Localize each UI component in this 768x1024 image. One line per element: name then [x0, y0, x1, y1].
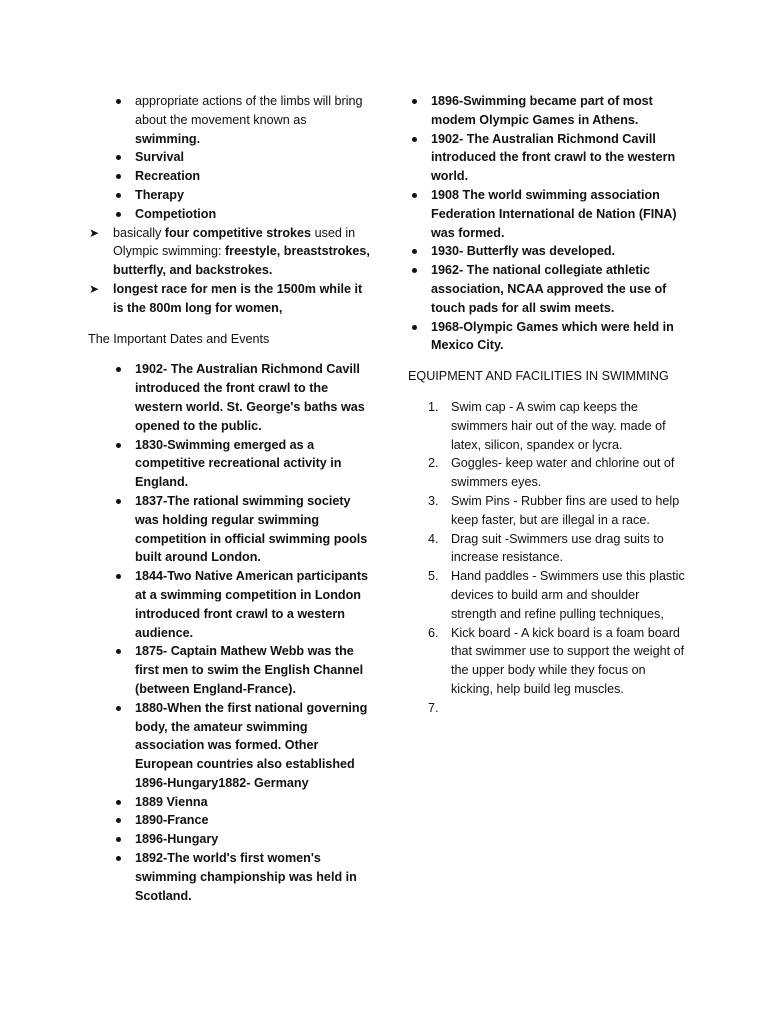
list-item: 1880-When the first national governing body, the amateur swimming association was formed. Other European countries also established 1896-Hungary1882- Germany	[88, 699, 370, 793]
list-item	[408, 492, 688, 530]
list-item	[88, 92, 370, 148]
list-item: 1844-Two Native American participants at a swimming competition in London introduced front crawl to a western audience.	[88, 567, 370, 642]
list-item: 1830-Swimming emerged as a competitive recreational activity in England.	[88, 436, 370, 492]
events-list	[88, 360, 370, 905]
item-number: 5.	[428, 569, 439, 584]
list-item: 1896-Swimming became part of most modem Olympic Games in Athens.	[408, 92, 688, 130]
list-item: 1875- Captain Mathew Webb was the first men to swim the English Channel (between England-France).	[88, 642, 370, 698]
item-number: 4.	[428, 531, 439, 546]
arrow2-text: longest race for men is the 1500m while it is the 800m long for women,	[113, 281, 363, 315]
list-item: 1962- The national collegiate athletic association, NCAA approved the use of touch pads for all swim meets.	[408, 261, 688, 317]
list-item: 1837-The rational swimming society was holding regular swimming competition in official swimming pools built around London.	[88, 492, 370, 567]
list-item: 1890-France	[88, 811, 370, 830]
arrowhead-icon: ➤	[89, 281, 100, 296]
list-item: 1896-Hungary	[88, 830, 370, 849]
right-column	[408, 92, 688, 718]
list-item: Competiotion	[88, 205, 370, 224]
list-item	[408, 624, 688, 699]
list-item: 1889 Vienna	[88, 793, 370, 812]
item-text: Kick board - A kick board is a foam board that swimmer use to support the weight of the upper body while they focus on kicking, help build leg muscles.	[451, 625, 685, 696]
list-item: Recreation	[88, 167, 370, 186]
arrow1-bold2: freestyle, breaststrokes, butterfly, and backstrokes.	[113, 244, 370, 278]
list-item	[408, 699, 688, 718]
list-item: 1902- The Australian Richmond Cavill introduced the front crawl to the western world.	[408, 130, 688, 186]
section-heading-equipment: EQUIPMENT AND FACILITIES IN SWIMMING	[408, 369, 669, 384]
arrow1-plain2: used in Olympic swimming:	[113, 225, 356, 259]
item-number: 2.	[428, 456, 439, 471]
item-text: Swim Pins - Rubber fins are used to help keep faster, but are illegal in a race.	[451, 493, 680, 527]
item-number: 7.	[428, 700, 439, 715]
list-item	[408, 398, 688, 454]
purpose-list	[88, 92, 370, 224]
list-item: 1908 The world swimming association Federation International de Nation (FINA) was formed.	[408, 186, 688, 242]
list-item	[408, 567, 688, 623]
list-item: Survival	[88, 148, 370, 167]
arrow-item	[88, 224, 370, 280]
list-item: 1968-Olympic Games which were held in Mexico City.	[408, 318, 688, 356]
list-item: 1902- The Australian Richmond Cavill introduced the front crawl to the western world. St. George's baths was opened to the public.	[88, 360, 370, 435]
arrowhead-icon: ➤	[89, 225, 100, 240]
arrow-list	[88, 224, 370, 318]
intro-text: appropriate actions of the limbs will bring about the movement known as	[135, 94, 363, 127]
section-heading-dates: The Important Dates and Events	[88, 331, 270, 346]
list-item: 1892-The world's first women's swimming championship was held in Scotland.	[88, 849, 370, 905]
arrow1-plain1: basically	[113, 225, 165, 240]
arrow1-bold1: four competitive strokes	[164, 225, 312, 240]
item-text: Hand paddles - Swimmers use this plastic devices to build arm and shoulder strength and refine pulling techniques,	[451, 569, 685, 621]
list-item: 1930- Butterfly was developed.	[408, 242, 688, 261]
list-item	[408, 530, 688, 568]
item-text: Swim cap - A swim cap keeps the swimmers hair out of the way. made of latex, silicon, spandex or lycra.	[451, 399, 666, 452]
list-item: Therapy	[88, 186, 370, 205]
list-item	[408, 454, 688, 492]
item-text: Drag suit -Swimmers use drag suits to increase resistance.	[451, 531, 664, 565]
item-number: 3.	[428, 493, 439, 508]
item-number: 6.	[428, 625, 439, 640]
arrow-item	[88, 280, 370, 318]
equipment-list	[408, 398, 688, 718]
left-column	[88, 92, 370, 905]
intro-bold: swimming.	[135, 131, 201, 146]
events-list-continued	[408, 92, 688, 355]
item-text: Goggles- keep water and chlorine out of swimmers eyes.	[451, 456, 675, 490]
item-number: 1.	[428, 399, 439, 414]
